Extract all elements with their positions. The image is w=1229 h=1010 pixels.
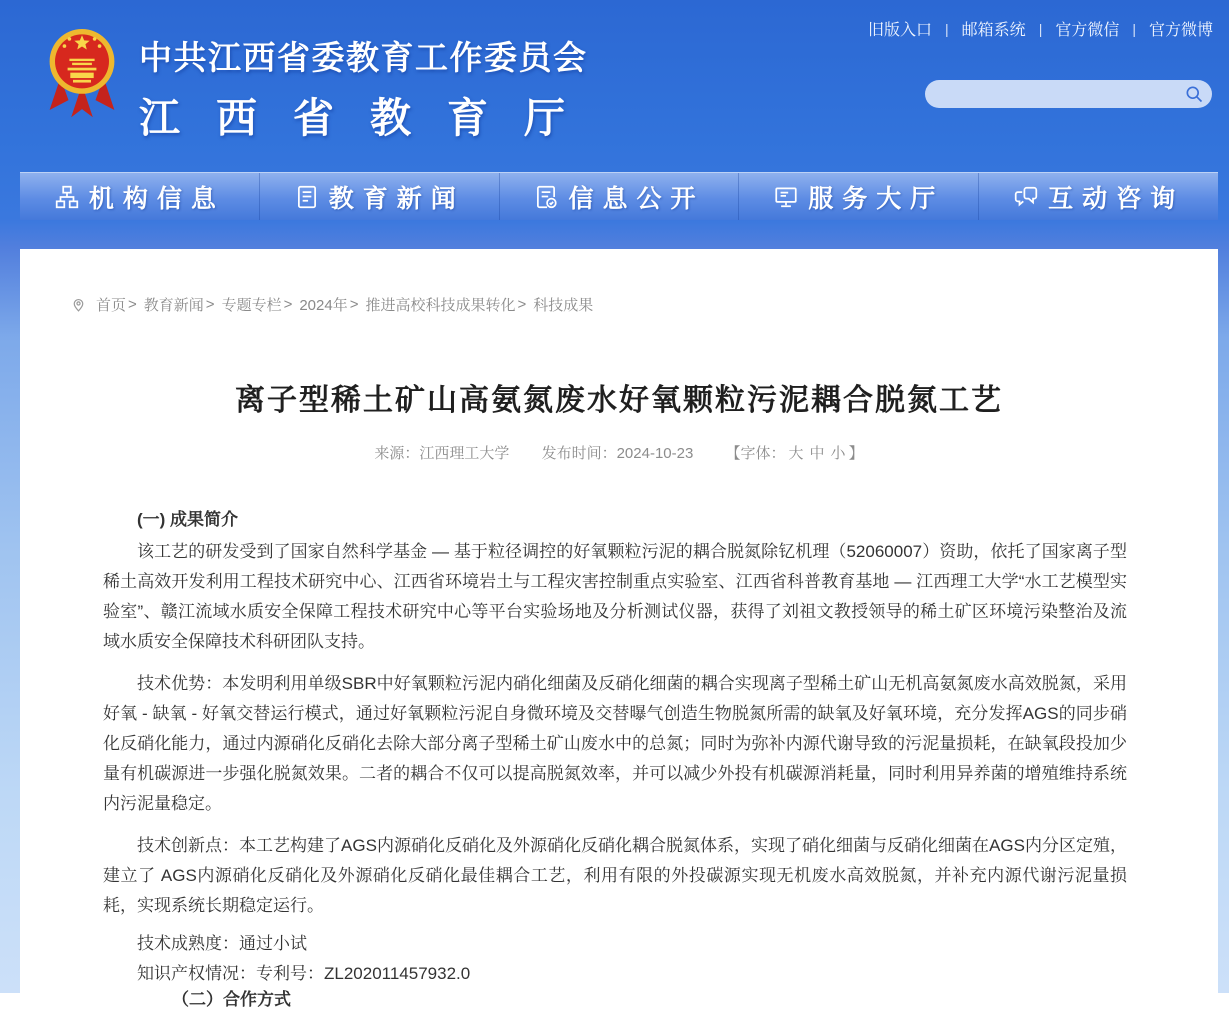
breadcrumb-separator: > [349, 296, 359, 313]
nav-item-interactive-consult[interactable] [978, 173, 1218, 220]
font-size-suffix: 】 [848, 445, 864, 462]
site-logo[interactable] [46, 26, 118, 122]
main-nav [20, 172, 1218, 220]
monitor-icon [773, 184, 799, 210]
nav-item-info-disclosure[interactable] [499, 173, 739, 220]
breadcrumb-item-2024[interactable]: 2024年 [299, 297, 348, 314]
national-emblem-icon [46, 26, 118, 122]
section-heading-2-partial: （二）合作方式 [172, 990, 291, 1009]
search-input[interactable] [925, 80, 1212, 108]
topbar-link-old-version[interactable]: 旧版入口 [868, 22, 933, 39]
site-titles [139, 32, 601, 144]
search-box [925, 80, 1212, 108]
font-size-large-button[interactable]: 大 [788, 445, 804, 462]
topbar-separator: | [1038, 20, 1043, 37]
breadcrumb-separator: > [517, 296, 527, 313]
breadcrumb-item-tech-achievements[interactable]: 科技成果 [533, 297, 594, 314]
article-paragraph-innovations: 技术创新点：本工艺构建了AGS内源硝化反硝化及外源硝化反硝化耦合脱氮体系，实现了硝化细菌与反硝化细菌在AGS内分区定殖，建立了 AGS内源硝化反硝化及外源硝化反硝化最佳耦合工艺，利用有限的外投碳源实现无机废水高效脱氮，并补充内源代谢污泥量损耗，实现系统长期稳定运行。 [103, 836, 1127, 915]
breadcrumb-item-tech-transfer[interactable]: 推进高校科技成果转化 [365, 297, 516, 314]
font-size-small-button[interactable]: 小 [830, 445, 846, 462]
breadcrumb-item-special-columns[interactable]: 专题专栏 [221, 297, 282, 314]
topbar-separator: | [1132, 20, 1136, 37]
nav-item-label: 互动咨询 [1048, 184, 1185, 213]
topbar-link-official-wechat[interactable]: 官方微信 [1055, 22, 1120, 39]
org-chart-icon [54, 184, 80, 210]
org-committee-title: 中共江西省委教育工作委员会 [139, 39, 588, 76]
nav-item-education-news[interactable] [259, 173, 499, 220]
article-paragraph-funding: 该工艺的研发受到了国家自然科学基金 — 基于粒径调控的好氧颗粒污泥的耦合脱氮除钇机理（52060007）资助，依托了国家离子型稀土高效开发利用工程技术研究中心、江西省环境岩土与工程灾害控制重点实验室、江西省科普教育基地 — 江西理工大学“水工艺模型实验室”、赣江流域水质安全保障工程技术研究中心等平台实验场地及分析测试仪器，获得了刘祖文教授领导的稀土矿区环境污染整治及流域水质安全保障技术科研团队支持。 [103, 542, 1127, 651]
breadcrumb [70, 294, 593, 315]
topbar [868, 17, 1213, 40]
article-title: 离子型稀土矿山高氨氮废水好氧颗粒污泥耦合脱氮工艺 [235, 384, 1003, 417]
chat-bubbles-icon [1013, 184, 1039, 210]
location-pin-icon [70, 296, 87, 313]
article-source: 来源：江西理工大学 [374, 445, 510, 462]
article-publish-time: 发布时间：2024-10-23 [541, 445, 694, 462]
nav-item-label: 教育新闻 [328, 184, 465, 213]
section-heading-1: (一) 成果简介 [137, 510, 239, 529]
search-icon[interactable] [1184, 84, 1204, 104]
nav-item-institution-info[interactable] [20, 173, 259, 220]
topbar-link-official-weibo[interactable]: 官方微博 [1148, 22, 1213, 39]
breadcrumb-separator: > [283, 296, 293, 313]
org-department-title: 江西省教育厅 [139, 95, 601, 141]
font-size-control [726, 445, 864, 462]
topbar-link-mail-system[interactable]: 邮箱系统 [961, 22, 1026, 39]
article-body [103, 505, 1127, 989]
topbar-separator: | [945, 20, 949, 37]
article-paragraph-tech-advantages: 技术优势：本发明利用单级SBR中好氧颗粒污泥内硝化细菌及反硝化细菌的耦合实现离子型稀土矿山无机高氨氮废水高效脱氮，采用好氧 - 缺氧 - 好氧交替运行模式，通过好氧颗粒污泥自身微环境及交替曝气创造生物脱氮所需的缺氧及好氧环境，充分发挥AGS的同步硝化反硝化能力，通过内源硝化反硝化去除大部分离子型稀土矿山废水中的总氮；同时为弥补内源代谢导致的污泥量损耗，在缺氧段投加少量有机碳源进一步强化脱氮效果。二者的耦合不仅可以提高脱氮效率，并可以减少外投有机碳源消耗量，同时利用异养菌的增殖维持系统内污泥量稳定。 [103, 674, 1127, 813]
breadcrumb-separator: > [128, 296, 137, 313]
nav-item-label: 机构信息 [88, 184, 225, 213]
nav-item-label: 信息公开 [568, 184, 705, 213]
article-paragraph-patent: 知识产权情况：专利号：ZL202011457932.0 [137, 964, 471, 983]
font-size-prefix: 【字体： [725, 445, 786, 462]
content-card [20, 249, 1218, 1009]
article-paragraph-maturity: 技术成熟度：通过小试 [137, 934, 307, 953]
nav-item-service-hall[interactable] [738, 173, 978, 220]
breadcrumb-item-education-news[interactable]: 教育新闻 [143, 297, 204, 314]
breadcrumb-separator: > [205, 296, 215, 313]
disclosure-document-icon [533, 184, 559, 210]
news-document-icon [294, 184, 320, 210]
breadcrumb-item-home[interactable]: 首页 [96, 297, 127, 314]
font-size-medium-button[interactable]: 中 [809, 445, 825, 462]
article-meta [20, 442, 1218, 463]
nav-item-label: 服务大厅 [808, 184, 945, 213]
